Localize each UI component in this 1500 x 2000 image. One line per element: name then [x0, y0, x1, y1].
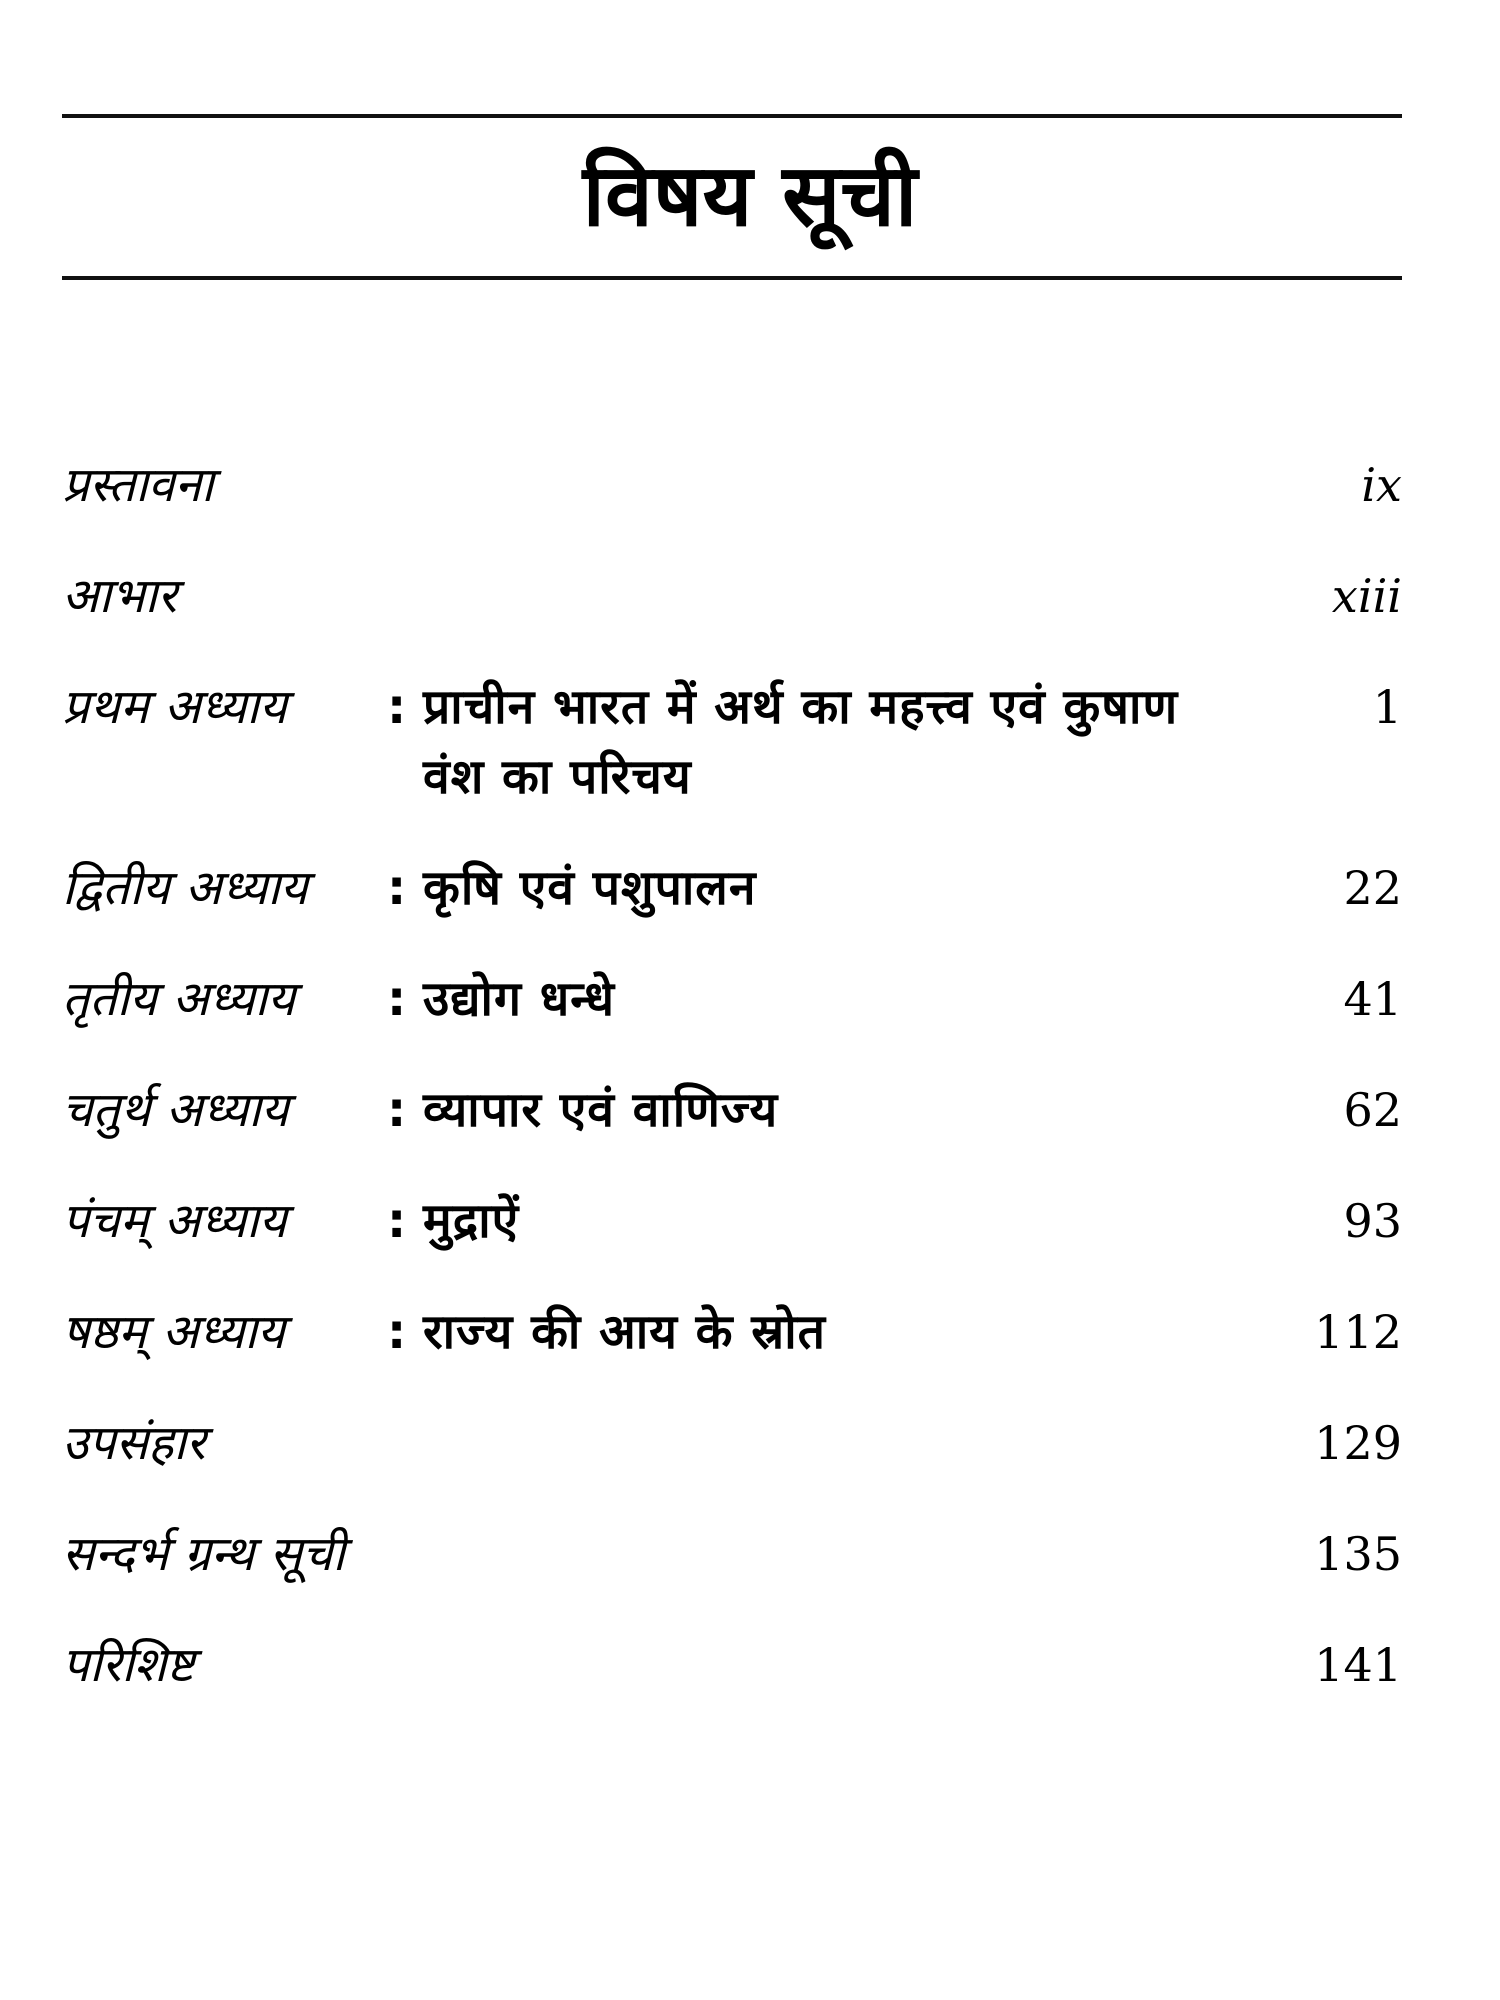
chapter-title: मुद्राऐं — [423, 1193, 520, 1249]
chapter-title: उद्योग धन्धे — [423, 971, 616, 1027]
entry-page-number: 93 — [1343, 1194, 1402, 1248]
chapter-label: पंचम् अध्याय — [62, 1193, 287, 1249]
separator-colon: : — [387, 860, 407, 916]
toc-entry-appendix[interactable] — [62, 1630, 1402, 1700]
entry-label: प्रस्तावना — [62, 457, 214, 513]
chapter-label: षष्ठम् अध्याय — [62, 1304, 285, 1360]
entry-page-number: 22 — [1343, 861, 1402, 915]
entry-page-number: 41 — [1343, 972, 1402, 1026]
entry-label: आभार — [62, 568, 177, 624]
separator-colon: : — [387, 1193, 407, 1249]
toc-entry-bibliography[interactable] — [62, 1519, 1402, 1589]
toc-entry-chapter-2[interactable] — [62, 853, 1402, 923]
chapter-label: चतुर्थ अध्याय — [62, 1082, 289, 1138]
toc-entry-chapter-4[interactable] — [62, 1075, 1402, 1145]
separator-colon: : — [387, 679, 407, 735]
page-title: विषय सूची — [582, 146, 918, 246]
chapter-label: द्वितीय अध्याय — [62, 860, 308, 916]
entry-label: सन्दर्भ ग्रन्थ सूची — [62, 1526, 345, 1582]
chapter-title: व्यापार एवं वाणिज्य — [423, 1082, 779, 1138]
top-rule — [62, 114, 1402, 118]
separator-colon: : — [387, 1304, 407, 1360]
separator-colon: : — [387, 971, 407, 1027]
toc-entry-chapter-3[interactable] — [62, 964, 1402, 1034]
bottom-rule — [62, 276, 1402, 280]
toc-entry-chapter-1[interactable] — [62, 672, 1402, 812]
chapter-title: कृषि एवं पशुपालन — [423, 860, 757, 916]
separator-colon: : — [387, 1082, 407, 1138]
entry-page-number: ix — [1361, 458, 1402, 512]
entry-page-number: 129 — [1314, 1416, 1402, 1470]
toc-list — [62, 450, 1402, 1741]
toc-entry-acknowledgement[interactable] — [62, 561, 1402, 631]
chapter-label: तृतीय अध्याय — [62, 971, 296, 1027]
entry-page-number: 141 — [1314, 1638, 1402, 1692]
chapter-title: प्राचीन भारत में अर्थ का महत्त्व एवं कुषाण वंश का परिचय — [423, 679, 1179, 805]
toc-entry-chapter-6[interactable] — [62, 1297, 1402, 1367]
toc-entry-chapter-5[interactable] — [62, 1186, 1402, 1256]
entry-label: परिशिष्ट — [62, 1637, 195, 1693]
entry-page-number: 62 — [1343, 1083, 1402, 1137]
entry-page-number: 1 — [1372, 680, 1402, 734]
chapter-label: प्रथम अध्याय — [62, 679, 287, 735]
entry-page-number: 135 — [1314, 1527, 1402, 1581]
entry-page-number: 112 — [1314, 1305, 1402, 1359]
chapter-title: राज्य की आय के स्रोत — [423, 1304, 826, 1360]
toc-entry-preface[interactable] — [62, 450, 1402, 520]
entry-label: उपसंहार — [62, 1415, 206, 1471]
entry-page-number: xiii — [1331, 569, 1402, 623]
toc-entry-conclusion[interactable] — [62, 1408, 1402, 1478]
